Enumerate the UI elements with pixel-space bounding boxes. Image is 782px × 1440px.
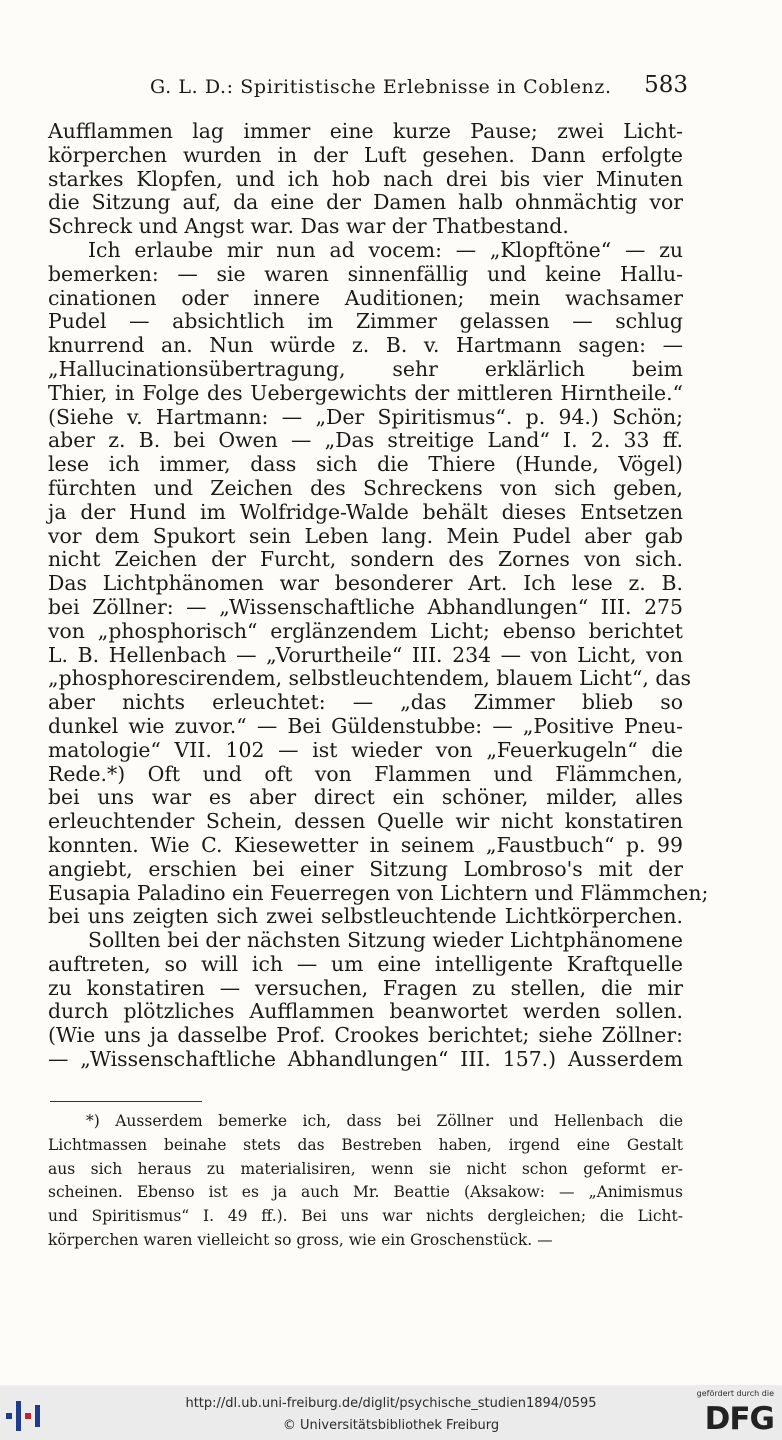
body-line: bei uns war es aber direct ein schöner, milder, alles: [48, 785, 683, 810]
footnote-line: körperchen waren vielleicht so gross, wie ein Groschenstück. —: [48, 1230, 553, 1249]
footnote-line: und Spiritismus“ I. 49 ff.). Bei uns war nichts dergleichen; die Licht-: [48, 1207, 683, 1226]
body-line: (Siehe v. Hartmann: — „Der Spiritismus“. p. 94.) Schön;: [48, 404, 683, 429]
body-line: (Wie uns ja dasselbe Prof. Crookes berichtet; siehe Zöllner:: [48, 1023, 683, 1048]
footnote-line: *) Ausserdem bemerke ich, dass bei Zöllner und Hellenbach die: [86, 1112, 683, 1130]
body-line: knurrend an. Nun würde z. B. v. Hartmann sagen: —: [48, 333, 683, 358]
body-text: [48, 119, 709, 1072]
footnote-line: scheinen. Ebenso ist es ja auch Mr. Beattie (Aksakow: — „Animismus: [48, 1183, 683, 1202]
body-line: aber z. B. bei Owen — „Das streitige Land“ I. 2. 33 ff.: [48, 428, 683, 453]
body-line: von „phosphorisch“ erglänzendem Licht; ebenso berichtet: [48, 618, 683, 643]
running-title: G. L. D.: Spiritistische Erlebnisse in Coblenz.: [150, 76, 612, 98]
body-line: lese ich immer, dass sich die Thiere (Hunde, Vögel): [48, 452, 683, 477]
copyright-text: © Universitätsbibliothek Freiburg: [282, 1418, 500, 1433]
body-line: — „Wissenschaftliche Abhandlungen“ III. 157.) Ausserdem: [48, 1047, 683, 1072]
footnote: [48, 1112, 683, 1255]
body-line: matologie“ VII. 102 — ist wieder von „Feuerkugeln“ die: [48, 737, 683, 762]
body-line: durch plötzliches Aufflammen beanwortet werden sollen.: [48, 999, 683, 1024]
footnote-rule: [50, 1101, 202, 1102]
body-line: Aufflammen lag immer eine kurze Pause; zwei Licht-: [48, 119, 683, 143]
dfg-logo: [688, 1389, 774, 1437]
body-line: angiebt, erschien bei einer Sitzung Lombroso's mit der: [48, 856, 683, 881]
body-line: „Hallucinationsübertragung, sehr erklärlich beim: [48, 356, 683, 381]
body-line: cinationen oder innere Auditionen; mein wachsamer: [48, 285, 683, 310]
body-line: fürchten und Zeichen des Schreckens von sich geben,: [48, 475, 683, 500]
body-line: Schreck und Angst war. Das war der Thatbestand.: [48, 214, 569, 239]
body-line: auftreten, so will ich — um eine intelligente Kraftquelle: [48, 951, 683, 976]
footnote-line: aus sich heraus zu materialisiren, wenn sie nicht schon geformt er-: [48, 1159, 683, 1178]
body-line: körperchen wurden in der Luft gesehen. Dann erfolgte: [48, 142, 683, 167]
dfg-logo-icon: DFG: [704, 1401, 774, 1437]
body-line: bei Zöllner: — „Wissenschaftliche Abhandlungen“ III. 275: [48, 594, 683, 619]
body-line: dunkel wie zuvor.“ — Bei Güldenstubbe: — „Positive Pneu-: [48, 713, 683, 738]
body-line: L. B. Hellenbach — „Vorurtheile“ III. 234 — von Licht, von: [48, 642, 683, 667]
body-line: Das Lichtphänomen war besonderer Art. Ich lese z. B.: [48, 571, 683, 596]
body-line: Sollten bei der nächsten Sitzung wieder Lichtphänomene: [88, 928, 683, 953]
body-line: zu konstatiren — versuchen, Fragen zu stellen, die mir: [48, 975, 683, 1000]
body-line: nicht Zeichen der Furcht, sondern des Zornes von sich.: [48, 547, 683, 572]
source-url-link[interactable]: http://dl.ub.uni-freiburg.de/diglit/psychische_studien1894/0595: [185, 1396, 597, 1411]
body-line: Thier, in Folge des Uebergewichts der mittleren Hirntheile.“: [48, 380, 683, 405]
dfg-caption: gefördert durch die: [696, 1389, 774, 1398]
page-header: [150, 72, 688, 102]
body-line: „phosphorescirendem, selbstleuchtendem, blauem Licht“, das: [48, 666, 692, 691]
body-line: Rede.*) Oft und oft von Flammen und Flämmchen,: [48, 761, 683, 786]
body-line: Eusapia Paladino ein Feuerregen von Lichtern und Flämmchen;: [48, 880, 709, 905]
viewer-footer: [0, 1385, 782, 1440]
body-line: die Sitzung auf, da eine der Damen halb ohnmächtig vor: [48, 190, 683, 215]
page-number: 583: [644, 72, 688, 98]
body-line: vor dem Spukort sein Leben lang. Mein Pudel aber gab: [48, 523, 683, 548]
body-line: ja der Hund im Wolfridge-Walde behält dieses Entsetzen: [48, 499, 683, 524]
body-line: bemerken: — sie waren sinnenfällig und keine Hallu-: [48, 261, 683, 286]
body-line: Ich erlaube mir nun ad vocem: — „Klopftöne“ — zu: [88, 237, 683, 262]
body-line: bei uns zeigten sich zwei selbstleuchtende Lichtkörperchen.: [48, 904, 683, 929]
body-line: Pudel — absichtlich im Zimmer gelassen — schlug: [48, 309, 683, 334]
footnote-line: Lichtmassen beinahe stets das Bestreben haben, irgend eine Gestalt: [48, 1135, 683, 1154]
body-line: starkes Klopfen, und ich hob nach drei bis vier Minuten: [48, 166, 683, 191]
body-line: erleuchtender Schein, dessen Quelle wir nicht konstatiren: [48, 809, 683, 834]
body-line: aber nichts erleuchtet: — „das Zimmer blieb so: [48, 690, 683, 715]
body-line: konnten. Wie C. Kiesewetter in seinem „Faustbuch“ p. 99: [48, 832, 683, 857]
